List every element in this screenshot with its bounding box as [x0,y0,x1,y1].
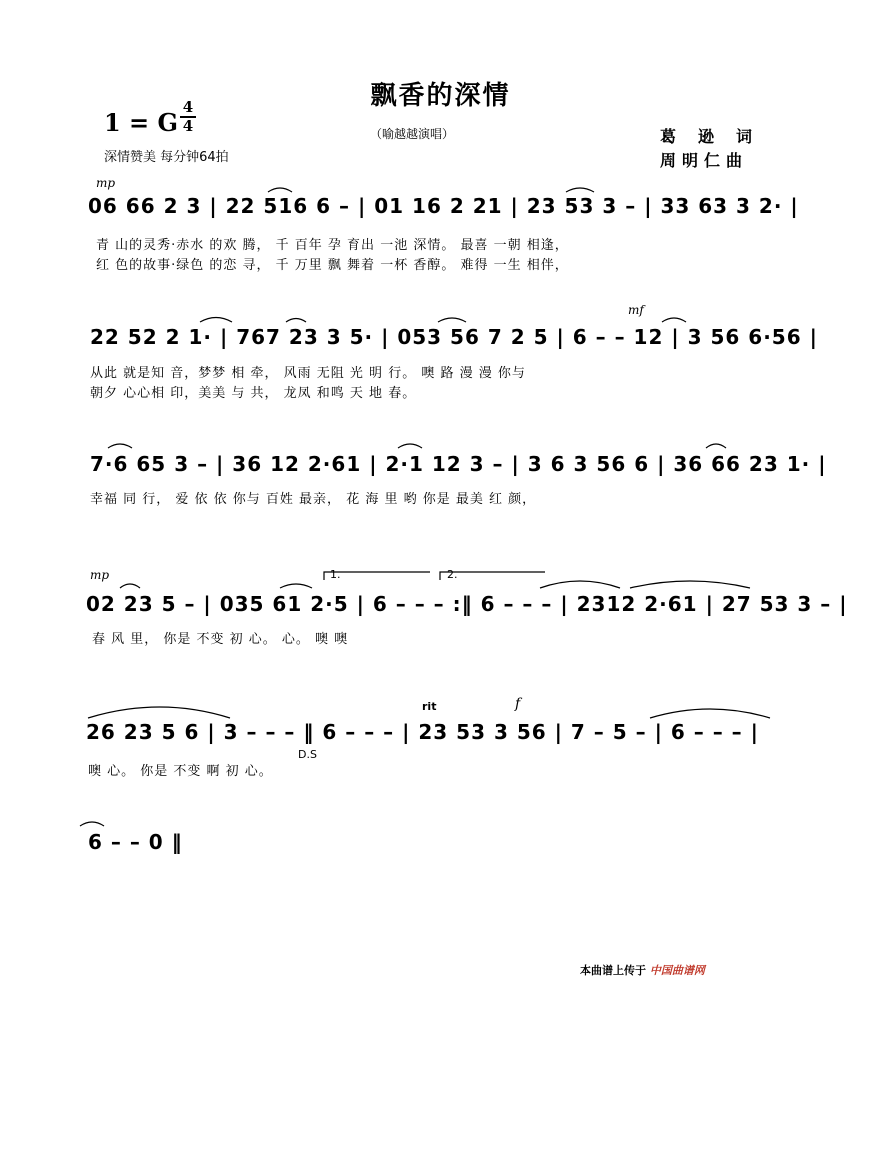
slur [706,444,726,448]
slur [286,319,306,323]
notation-row-4: 02 23 5 – | 035 61 2·5 | 6 – – – :‖ 6 – – – | 2312 2·61 | 27 53 3 – | [86,592,848,616]
volta-bracket-1 [324,572,430,580]
lyric-row-1-verse-2: 红 色的故事·绿色 的恋 寻， 千 万里 飘 舞着 一杯 香醇。 难得 一生 相伴， [96,258,569,273]
lyric-row-3-verse-1: 幸福 同 行， 爱 依 依 你与 百姓 最亲， 花 海 里 哟 你是 最美 红 颜， [90,492,537,507]
volta-bracket-2 [440,572,545,580]
site-logo: 中国曲谱网 [649,964,705,977]
slur [120,584,140,588]
notation-row-6: 6 – – 0 ‖ [88,830,183,854]
notation-row-3: 7·6 65 3 – | 36 12 2·61 | 2·1 12 3 – | 3 6 3 56 6 | 36 66 23 1· | [90,452,827,476]
lyricist-credit: 葛逊词 [660,127,775,146]
slur [280,584,312,588]
ritardando-mark: rit [422,700,437,713]
lyric-row-1-verse-1: 青 山的灵秀·赤水 的欢 腾， 千 百年 孕 育出 一池 深情。 最喜 一朝 相逢， [96,238,569,253]
slur [80,822,104,826]
time-signature-top: 4 [182,98,194,116]
page-title: 飘香的深情 [370,81,511,111]
singer-credit: （喻越越演唱） [370,127,455,141]
footer-text: 本曲谱上传于 [580,964,646,977]
volta-2: 2. [447,568,458,581]
dynamic-mark: mf [628,303,644,317]
notation-row-2: 22 52 2 1· | 767 23 3 5· | 053 56 7 2 5 | 6 – – 12 | 3 56 6·56 | [90,325,818,349]
slur [630,581,750,588]
slur [438,318,466,322]
tempo-marking: 深情赞美 每分钟64拍 [104,150,229,165]
lyric-row-5-verse-1: 噢 心。 你是 不变 啊 初 心。 [88,764,273,779]
slur [268,188,292,192]
lyric-row-4-verse-1: 春 风 里， 你是 不变 初 心。 心。 噢 噢 [92,632,349,647]
composer-credit: 周明仁曲 [660,151,749,170]
volta-1: 1. [330,568,341,581]
dynamic-mark: f [515,696,521,712]
slur [662,318,686,322]
lyric-row-2-verse-2: 朝夕 心心相 印，美美 与 共， 龙凤 和鸣 天 地 春。 [90,386,417,401]
slur [200,318,232,323]
slur [108,444,132,448]
notation-row-1: 06 66 2 3 | 22 516 6 – | 01 16 2 21 | 23 53 3 – | 33 63 3 2· | [88,194,799,218]
lyric-row-2-verse-1: 从此 就是知 音，梦梦 相 牵， 风雨 无阻 光 明 行。 噢 路 漫 漫 你与 [90,366,526,381]
slur [566,188,594,192]
slur [540,581,620,588]
notation-row-5: 26 23 5 6 | 3 – – – ‖ 6 – – – | 23 53 3 56 | 7 – 5 – | 6 – – – | [86,720,759,744]
slur [650,709,770,718]
dal-segno-mark: D.S [298,748,317,761]
slur [398,444,422,448]
time-signature-bottom: 4 [182,117,194,135]
dynamic-mark: mp [90,568,110,582]
slur [88,707,230,718]
key-signature: 1 = G [104,108,179,137]
dynamic-mark: mp [96,176,116,190]
